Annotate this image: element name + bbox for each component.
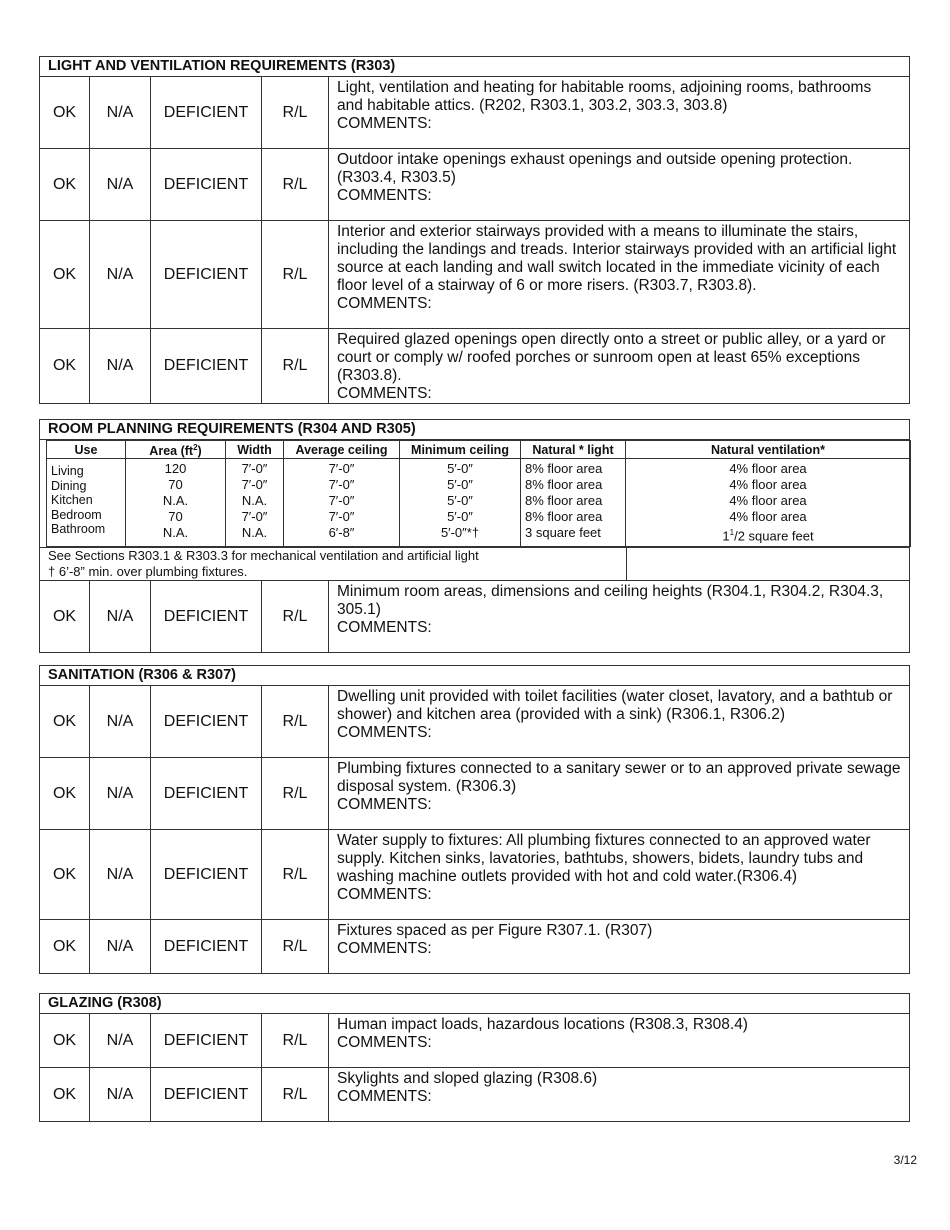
- na-option[interactable]: N/A: [90, 686, 151, 758]
- ok-option[interactable]: OK: [40, 77, 90, 149]
- use-cell: Living Dining Kitchen Bedroom Bathroom: [47, 459, 126, 547]
- rl-option[interactable]: R/L: [262, 830, 329, 920]
- col-area: Area $(ft^2)$: [126, 441, 226, 459]
- requirement-text: Skylights and sloped glazing (R308.6): [337, 1070, 598, 1087]
- col-natural-ventilation: Natural ventilation*: [626, 441, 911, 459]
- requirement-text: Dwelling unit provided with toilet facilities (water closet, lavatory, and a bathtub or shower) and kitchen area (provided with a sink) (R306.1, R306.2): [337, 688, 893, 723]
- checklist-row: [40, 1014, 910, 1068]
- requirement-text: Fixtures spaced as per Figure R307.1. (R307): [337, 922, 653, 939]
- rl-option[interactable]: R/L: [262, 920, 329, 974]
- comments-label: COMMENTS:: [337, 115, 432, 132]
- rl-option[interactable]: R/L: [262, 758, 329, 830]
- na-option[interactable]: N/A: [90, 1068, 151, 1122]
- ok-option[interactable]: OK: [40, 221, 90, 329]
- comments-label: COMMENTS:: [337, 886, 432, 903]
- rl-option[interactable]: R/L: [262, 1014, 329, 1068]
- comments-label: COMMENTS:: [337, 1088, 432, 1105]
- col-width: Width: [226, 441, 284, 459]
- ok-option[interactable]: OK: [40, 686, 90, 758]
- requirement-text: Interior and exterior stairways provided with a means to illuminate the stairs, including the landings and treads. Interior stairways provided with an artificial light source at each landing and wall switch located in the immediate vicinity of each floor level of a stairway of 6 or more risers. (R303.7, R303.8).: [337, 223, 897, 294]
- comments-label: COMMENTS:: [337, 940, 432, 957]
- deficient-option[interactable]: DEFICIENT: [151, 77, 262, 149]
- col-avg-ceiling: Average ceiling: [284, 441, 400, 459]
- room-planning-section: [39, 419, 910, 653]
- ok-option[interactable]: OK: [40, 758, 90, 830]
- deficient-option[interactable]: DEFICIENT: [151, 686, 262, 758]
- checklist-row: [40, 1068, 910, 1122]
- ok-option[interactable]: OK: [40, 1068, 90, 1122]
- ok-option[interactable]: OK: [40, 830, 90, 920]
- section-title: ROOM PLANNING REQUIREMENTS (R304 AND R305): [40, 420, 910, 440]
- requirement-text: Water supply to fixtures: All plumbing fixtures connected to an approved water supply. Kitchen sinks, lavatories, bathtubs, showers, bidets, laundry tubs and washing machine outlets provided with hot and cold water.(R306.4): [337, 832, 871, 885]
- rl-option[interactable]: R/L: [262, 1068, 329, 1122]
- checklist-row: [40, 77, 910, 149]
- ok-option[interactable]: OK: [40, 920, 90, 974]
- min-ceiling-cell: 5′-0″ 5′-0″ 5′-0″ 5′-0″ 5′-0″*†: [400, 459, 521, 547]
- na-option[interactable]: N/A: [90, 149, 151, 221]
- note-plumbing-fixtures: † 6’-8” min. over plumbing fixtures.: [48, 564, 248, 580]
- natural-light-cell: 8% floor area 8% floor area 8% floor area 8% floor area 3 square feet: [521, 459, 626, 547]
- deficient-option[interactable]: DEFICIENT: [151, 149, 262, 221]
- light-ventilation-section: [39, 56, 910, 404]
- checklist-row: [40, 221, 910, 329]
- rl-option[interactable]: R/L: [262, 329, 329, 404]
- na-option[interactable]: N/A: [90, 920, 151, 974]
- rl-option[interactable]: R/L: [262, 221, 329, 329]
- col-natural-light: Natural * light: [521, 441, 626, 459]
- requirement-text: Required glazed openings open directly onto a street or public alley, or a yard or court or comply w/ roofed porches or sunroom open at least 65% exceptions (R303.8).: [337, 331, 886, 384]
- comments-label: COMMENTS:: [337, 1034, 432, 1051]
- ok-option[interactable]: OK: [40, 581, 90, 653]
- requirement-text: Light, ventilation and heating for habitable rooms, adjoining rooms, bathrooms and habitable attics. (R202, R303.1, 303.2, 303.3, 303.8): [337, 79, 872, 114]
- na-option[interactable]: N/A: [90, 758, 151, 830]
- width-cell: 7′-0″ 7′-0″ N.A. 7′-0″ N.A.: [226, 459, 284, 547]
- deficient-option[interactable]: DEFICIENT: [151, 1014, 262, 1068]
- na-option[interactable]: N/A: [90, 581, 151, 653]
- deficient-option[interactable]: DEFICIENT: [151, 329, 262, 404]
- deficient-option[interactable]: DEFICIENT: [151, 1068, 262, 1122]
- deficient-option[interactable]: DEFICIENT: [151, 758, 262, 830]
- deficient-option[interactable]: DEFICIENT: [151, 920, 262, 974]
- page-number: 3/12: [893, 1153, 917, 1167]
- na-option[interactable]: N/A: [90, 1014, 151, 1068]
- col-use: Use: [47, 441, 126, 459]
- checklist-row: [40, 758, 910, 830]
- ok-option[interactable]: OK: [40, 329, 90, 404]
- rl-option[interactable]: R/L: [262, 77, 329, 149]
- comments-label: COMMENTS:: [337, 187, 432, 204]
- checklist-row: [40, 920, 910, 974]
- checklist-row: [40, 686, 910, 758]
- checklist-row: [40, 581, 910, 653]
- table-row: [47, 459, 911, 547]
- requirement-text: Human impact loads, hazardous locations (R308.3, R308.4): [337, 1016, 748, 1033]
- requirement-text: Minimum room areas, dimensions and ceiling heights (R304.1, R304.2, R304.3, 305.1): [337, 583, 884, 619]
- avg-ceiling-cell: 7′-0″ 7′-0″ 7′-0″ 7′-0″ 6′-8″: [284, 459, 400, 547]
- deficient-option[interactable]: DEFICIENT: [151, 221, 262, 329]
- comments-label: COMMENTS:: [337, 796, 432, 813]
- sanitation-section: [39, 665, 910, 974]
- deficient-option[interactable]: DEFICIENT: [151, 581, 262, 653]
- comments-label: COMMENTS:: [337, 724, 432, 741]
- checklist-row: [40, 830, 910, 920]
- na-option[interactable]: N/A: [90, 329, 151, 404]
- deficient-option[interactable]: DEFICIENT: [151, 830, 262, 920]
- comments-label: COMMENTS:: [337, 295, 432, 312]
- ok-option[interactable]: OK: [40, 1014, 90, 1068]
- comments-label: COMMENTS:: [337, 619, 432, 637]
- note-mechanical-ventilation: See Sections R303.1 & R303.3 for mechanical ventilation and artificial light: [48, 548, 479, 564]
- rl-option[interactable]: R/L: [262, 581, 329, 653]
- glazing-section: [39, 993, 910, 1122]
- checklist-row: [40, 329, 910, 404]
- section-title: SANITATION (R306 & R307): [40, 666, 910, 686]
- ok-option[interactable]: OK: [40, 149, 90, 221]
- section-title: LIGHT AND VENTILATION REQUIREMENTS (R303): [40, 57, 910, 77]
- rl-option[interactable]: R/L: [262, 686, 329, 758]
- notes-cell: [40, 548, 626, 580]
- room-requirements-table: [46, 440, 911, 547]
- na-option[interactable]: N/A: [90, 221, 151, 329]
- rl-option[interactable]: R/L: [262, 149, 329, 221]
- comments-label: COMMENTS:: [337, 385, 432, 402]
- natural-ventilation-cell: 4% floor area 4% floor area 4% floor area 4% floor area $1^1/2$ square feet: [626, 459, 911, 547]
- section-title: GLAZING (R308): [40, 994, 910, 1014]
- checklist-row: [40, 149, 910, 221]
- requirement-text: Plumbing fixtures connected to a sanitary sewer or to an approved private sewage disposal system. (R306.3): [337, 760, 901, 795]
- table-header-row: [47, 441, 911, 459]
- na-option[interactable]: N/A: [90, 77, 151, 149]
- area-cell: 120 70 N.A. 70 N.A.: [126, 459, 226, 547]
- na-option[interactable]: N/A: [90, 830, 151, 920]
- requirement-text: Outdoor intake openings exhaust openings and outside opening protection. (R303.4, R303.5): [337, 151, 853, 186]
- col-min-ceiling: Minimum ceiling: [400, 441, 521, 459]
